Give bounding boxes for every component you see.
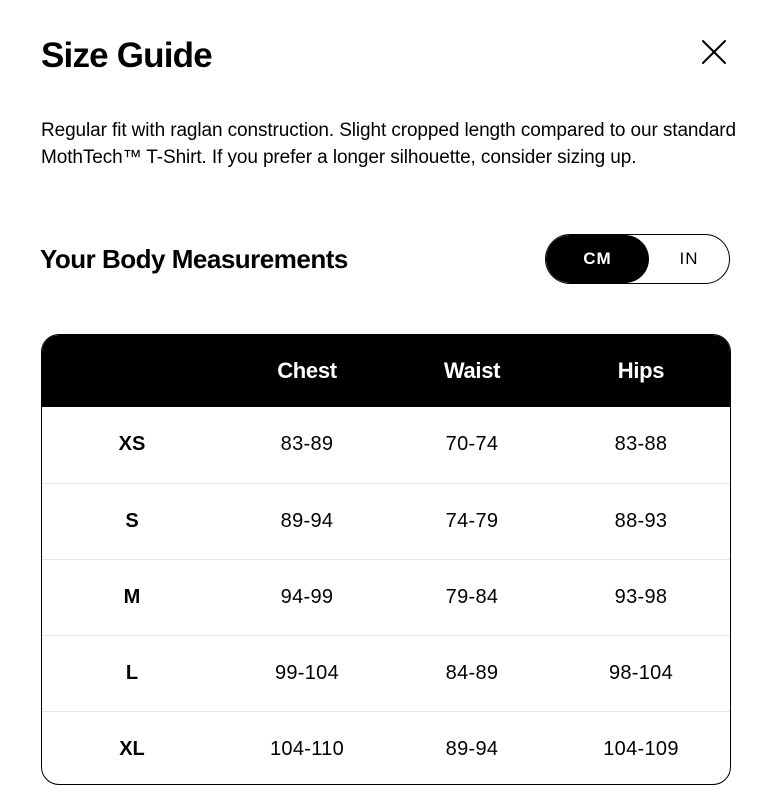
unit-toggle — [545, 234, 730, 284]
unit-cm-button[interactable]: CM — [546, 235, 649, 283]
header-size — [42, 335, 222, 407]
waist-value: 84-89 — [445, 661, 499, 684]
unit-in-button[interactable]: IN — [649, 235, 729, 283]
hips-value: 83-88 — [614, 433, 668, 456]
size-label: M — [123, 585, 141, 608]
hips-value: 98-104 — [608, 661, 674, 684]
chest-value: 94-99 — [280, 585, 334, 608]
size-table-container — [41, 334, 731, 785]
measurements-heading: Your Body Measurements — [40, 244, 348, 274]
modal-title: Size Guide — [41, 36, 212, 75]
table-row — [42, 407, 730, 483]
chest-value: 99-104 — [274, 661, 340, 684]
waist-value: 89-94 — [445, 737, 499, 760]
header-waist: Waist — [443, 358, 501, 383]
header-chest: Chest — [277, 358, 337, 383]
header-hips: Hips — [617, 358, 665, 383]
size-label: L — [125, 661, 139, 684]
waist-value: 79-84 — [445, 585, 499, 608]
size-label: XL — [119, 737, 145, 760]
hips-value: 104-109 — [603, 737, 679, 760]
table-row — [42, 711, 730, 785]
close-icon — [699, 37, 729, 67]
chest-value: 104-110 — [269, 737, 344, 760]
close-button[interactable] — [699, 37, 729, 67]
size-table — [42, 335, 730, 785]
waist-value: 74-79 — [445, 509, 499, 532]
fit-description: Regular fit with raglan construction. Slight cropped length compared to our standard MothTech™ T-Shirt. If you prefer a longer silhouette, consider sizing up. — [41, 120, 736, 168]
size-label: S — [125, 509, 139, 532]
chest-value: 83-89 — [280, 433, 334, 456]
table-header-row — [42, 335, 730, 407]
waist-value: 70-74 — [445, 433, 499, 456]
table-row — [42, 483, 730, 559]
hips-value: 88-93 — [614, 509, 668, 532]
chest-value: 89-94 — [280, 509, 334, 532]
size-label: XS — [118, 433, 146, 456]
table-row — [42, 559, 730, 635]
table-row — [42, 635, 730, 711]
hips-value: 93-98 — [614, 585, 668, 608]
